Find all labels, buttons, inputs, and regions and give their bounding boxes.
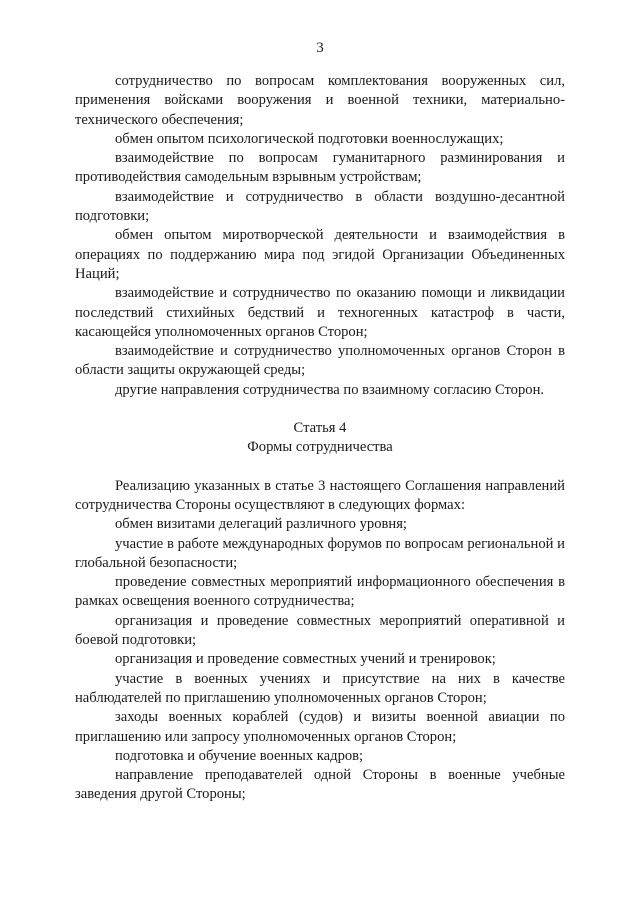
list-item: обмен визитами делегаций различного уровня; <box>115 516 407 533</box>
list-item: заходы военных кораблей (судов) и визиты военной авиации по приглашению или запросу уполномоченных органов Сторон; <box>75 709 565 745</box>
list-item: организация и проведение совместных учений и тренировок; <box>115 651 496 668</box>
list-item: обмен опытом миротворческой деятельности и взаимодействия в операциях по поддержанию мира под эгидой Организации Объединенных Наций; <box>75 227 565 282</box>
document-body <box>75 72 565 805</box>
article-title: Формы сотрудничества <box>247 439 393 456</box>
list-item: проведение совместных мероприятий информационного обеспечения в рамках освещения военного сотрудничества; <box>75 574 565 610</box>
article-intro: Реализацию указанных в статье 3 настоящего Соглашения направлений сотрудничества Стороны осуществляют в следующих формах: <box>75 477 565 513</box>
list-item: другие направления сотрудничества по взаимному согласию Сторон. <box>115 381 545 398</box>
list-item: организация и проведение совместных мероприятий оперативной и боевой подготовки; <box>75 612 565 649</box>
list-item: взаимодействие по вопросам гуманитарного разминирования и противодействия самодельным взрывным устройствам; <box>75 150 565 186</box>
page-number: 3 <box>316 40 324 56</box>
article-3-list <box>75 72 565 400</box>
list-item: сотрудничество по вопросам комплектования вооруженных сил, применения войсками вооружения и военной техники, материально-технического обеспечения; <box>75 73 565 128</box>
list-item: направление преподавателей одной Стороны в военные учебные заведения другой Стороны; <box>75 767 565 803</box>
list-item: подготовка и обучение военных кадров; <box>115 747 364 764</box>
article-4-list <box>75 477 565 805</box>
list-item: взаимодействие и сотрудничество по оказанию помощи и ликвидации последствий стихийных бедствий и техногенных катастроф в части, касающейся уполномоченных органов Сторон; <box>75 285 565 340</box>
list-item: обмен опытом психологической подготовки военнослужащих; <box>115 130 504 147</box>
article-number: Статья 4 <box>293 420 347 437</box>
list-item: взаимодействие и сотрудничество в области воздушно-десантной подготовки; <box>75 188 565 225</box>
list-item: участие в военных учениях и присутствие на них в качестве наблюдателей по приглашению уполномоченных органов Сторон; <box>75 670 565 706</box>
list-item: взаимодействие и сотрудничество уполномоченных органов Сторон в области защиты окружающей среды; <box>75 343 565 379</box>
article-heading-block <box>75 419 565 458</box>
list-item: участие в работе международных форумов по вопросам региональной и глобальной безопасности; <box>75 535 565 571</box>
